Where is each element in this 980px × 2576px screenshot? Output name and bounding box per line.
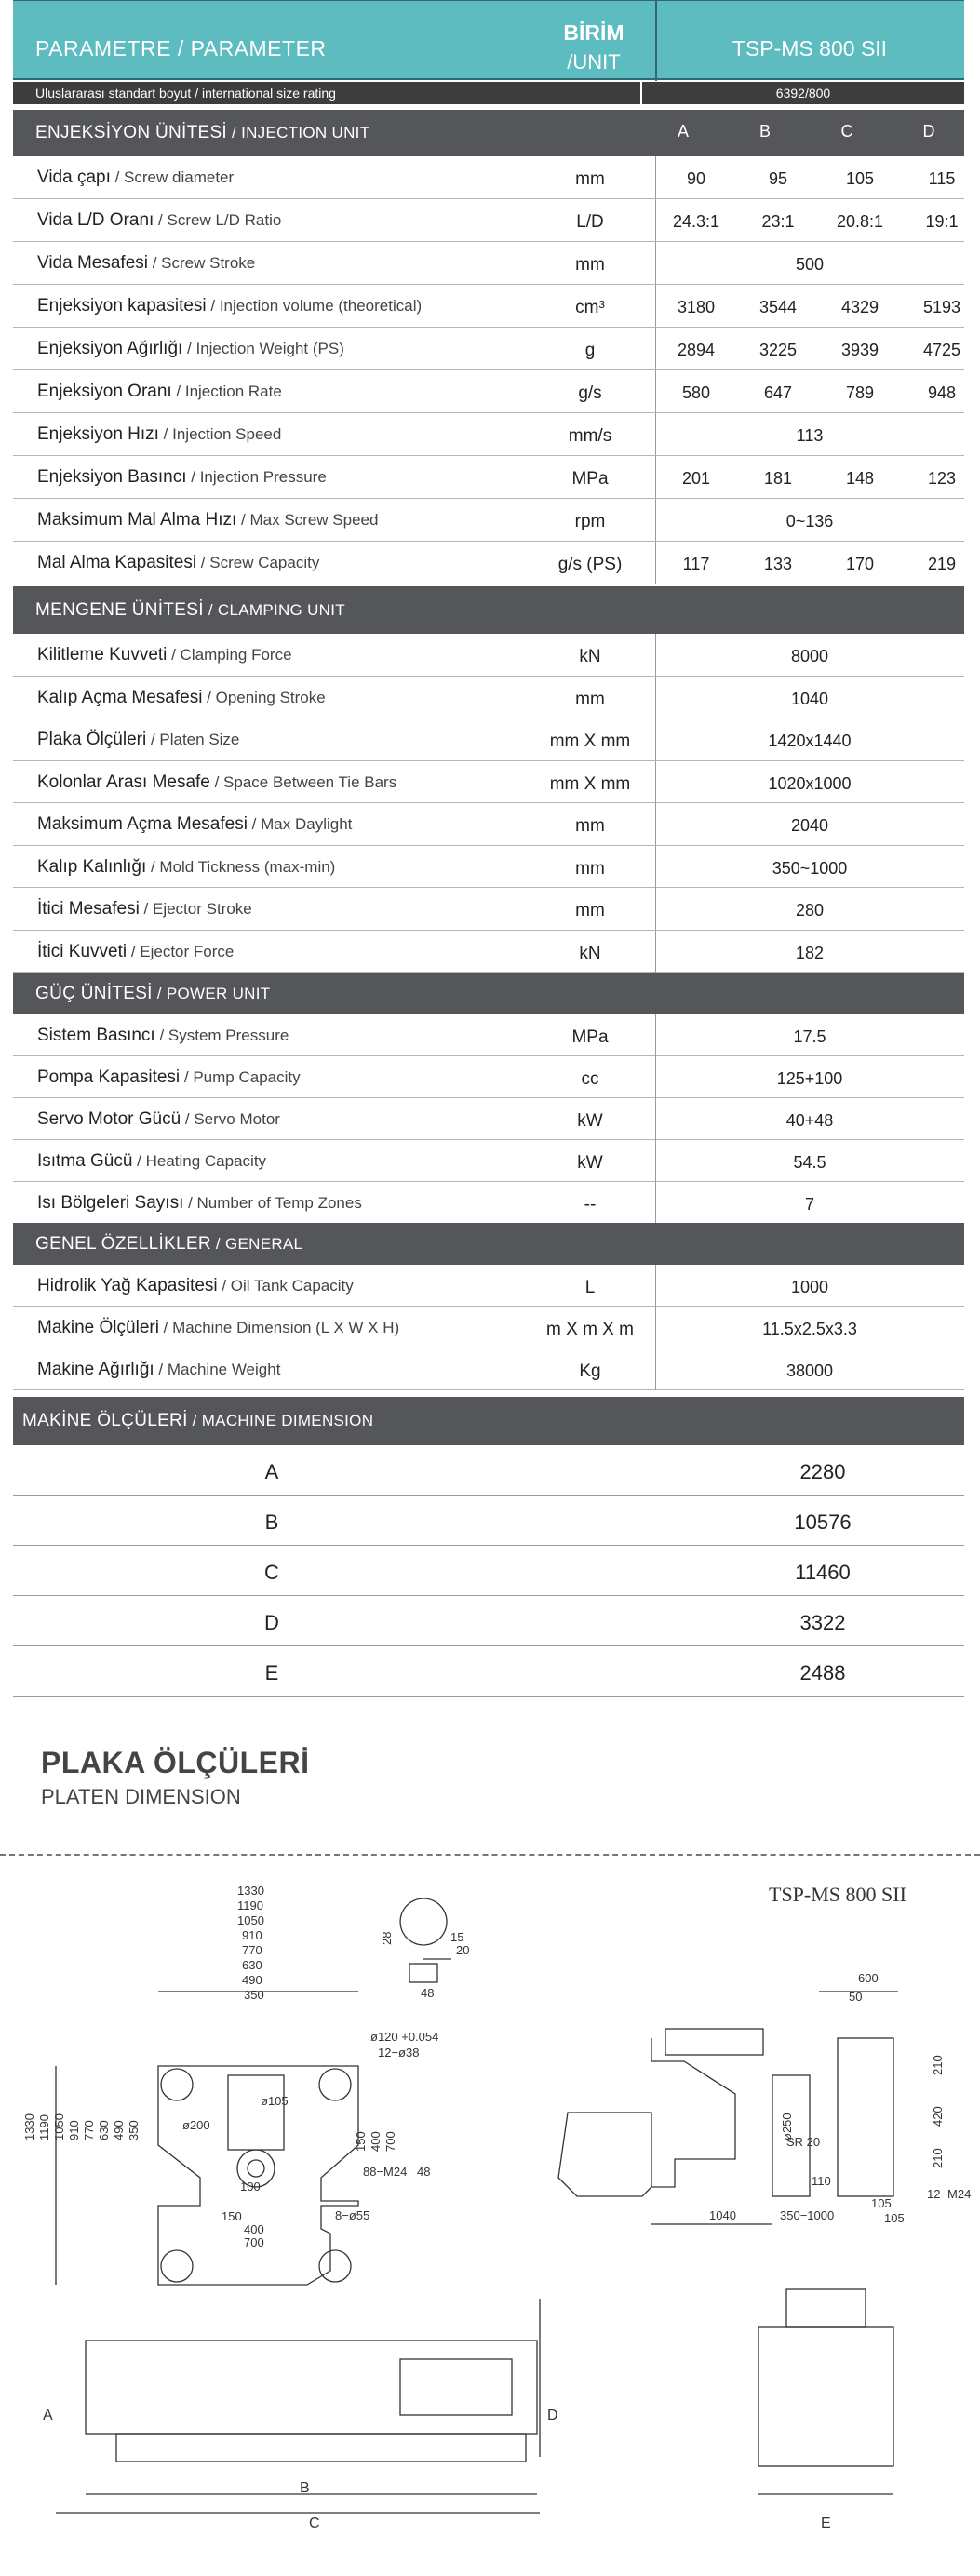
spec-row xyxy=(13,761,964,804)
side-dim-phi250: ø250 xyxy=(780,2113,794,2140)
section-injection-en: / INJECTION UNIT xyxy=(227,124,370,141)
spec-row xyxy=(13,456,964,499)
spec-label-tr: Enjeksiyon Oranı xyxy=(37,382,172,401)
spec-unit: mm xyxy=(575,255,605,275)
spec-label xyxy=(37,857,335,878)
side-dim-350-1000: 350−1000 xyxy=(780,2208,835,2222)
spec-label-en: / Platen Size xyxy=(146,731,240,748)
spec-label xyxy=(37,467,327,488)
spec-unit: -- xyxy=(584,1195,597,1214)
machine-dimension-row xyxy=(13,1445,964,1496)
size-rating-value: 6392/800 xyxy=(642,82,964,104)
spec-value-d: 115 xyxy=(928,169,956,188)
spec-label-tr: Hidrolik Yağ Kapasitesi xyxy=(37,1276,218,1295)
spec-value-c: 105 xyxy=(845,169,875,188)
spec-unit: L xyxy=(584,1278,596,1297)
unit-header-tr: BİRİM xyxy=(563,20,624,45)
dimension-value: 2280 xyxy=(799,1460,846,1483)
spec-label-en: / Injection volume (theoretical) xyxy=(206,297,423,315)
spec-row xyxy=(13,1182,964,1224)
side-dim-105a: 105 xyxy=(871,2196,892,2210)
spec-label xyxy=(37,688,326,708)
platen-model: TSP-MS 800 SII xyxy=(769,1883,906,1906)
spec-label-tr: Maksimum Mal Alma Hızı xyxy=(37,510,237,530)
spec-label xyxy=(37,1193,362,1214)
spec-label-en: / Pump Capacity xyxy=(180,1068,301,1086)
dim-350-top: 350 xyxy=(244,1988,264,2002)
spec-label xyxy=(37,210,281,231)
tie-bar-hole-br xyxy=(319,2250,351,2282)
section-clamping xyxy=(13,586,964,634)
spec-value: 17.5 xyxy=(793,1027,826,1046)
dim-1190-left: 1190 xyxy=(37,2114,51,2140)
spec-value: 40+48 xyxy=(785,1111,834,1130)
spec-unit: MPa xyxy=(571,1027,609,1047)
spec-value: 182 xyxy=(795,943,825,962)
dim-150-right: 150 xyxy=(354,2131,368,2152)
callout-8-phi55: 8−ø55 xyxy=(335,2208,370,2222)
spec-unit: m X m X m xyxy=(546,1320,634,1339)
machine-dimension-row xyxy=(13,1546,964,1596)
spec-value-d: 4725 xyxy=(922,341,961,359)
dim-350-left: 350 xyxy=(127,2120,141,2140)
spec-value-d: 219 xyxy=(927,555,957,573)
spec-value: 125+100 xyxy=(776,1069,843,1088)
spec-label-en: / Oil Tank Capacity xyxy=(217,1277,354,1295)
spec-label-tr: Maksimum Açma Mesafesi xyxy=(37,814,248,834)
spec-label-en: / System Pressure xyxy=(154,1026,289,1044)
spec-unit: mm xyxy=(575,689,605,709)
section-machine-tr: MAKİNE ÖLÇÜLERİ xyxy=(22,1411,188,1430)
spec-label-en: / Clamping Force xyxy=(167,646,292,664)
spec-unit: mm xyxy=(575,858,605,879)
dim-150-bottom: 150 xyxy=(222,2209,242,2223)
spec-unit: MPa xyxy=(571,469,609,489)
spec-value-a: 3180 xyxy=(677,298,716,316)
dim-1190-top: 1190 xyxy=(237,1898,263,1912)
spec-unit: L/D xyxy=(576,212,604,232)
overall-c: C xyxy=(309,2516,320,2531)
dimension-value: 10576 xyxy=(794,1510,852,1534)
spec-label-tr: Kilitleme Kuvveti xyxy=(37,645,168,664)
machine-dimension-row xyxy=(13,1496,964,1546)
table-header xyxy=(13,0,964,80)
spec-row xyxy=(13,931,964,973)
unit-header xyxy=(538,18,650,77)
spec-label xyxy=(37,942,234,962)
spec-row xyxy=(13,803,964,846)
spec-value-b: 647 xyxy=(763,383,793,402)
spec-label-tr: Servo Motor Gücü xyxy=(37,1109,181,1129)
side-dim-210a: 210 xyxy=(931,2055,945,2075)
spec-unit: kW xyxy=(577,1153,603,1173)
machine-dimension-row xyxy=(13,1596,964,1646)
detail-28: 28 xyxy=(380,1931,394,1945)
spec-row xyxy=(13,1348,964,1390)
spec-value-d: 948 xyxy=(927,383,957,402)
dim-770-left: 770 xyxy=(82,2120,96,2140)
spec-value-c: 4329 xyxy=(840,298,879,316)
screw-col-a: A xyxy=(677,122,689,141)
spec-label-en: / Ejector Stroke xyxy=(139,900,252,918)
center-hole-inner xyxy=(248,2160,264,2177)
spec-label-en: / Machine Weight xyxy=(154,1361,281,1378)
spec-label xyxy=(37,382,282,402)
dim-1050-left: 1050 xyxy=(52,2113,66,2140)
spec-row xyxy=(13,156,964,199)
side-frame xyxy=(558,2038,735,2196)
dimension-key: E xyxy=(264,1661,279,1684)
dimension-key: D xyxy=(264,1611,279,1634)
section-injection-tr: ENJEKSİYON ÜNİTESİ xyxy=(35,123,227,142)
spec-label xyxy=(37,1109,280,1130)
dim-490-left: 490 xyxy=(112,2120,126,2140)
machine-end-view xyxy=(758,2327,893,2466)
spec-label-en: / Injection Weight (PS) xyxy=(182,340,344,357)
dim-1330-left: 1330 xyxy=(22,2113,36,2140)
spec-row xyxy=(13,1140,964,1182)
overall-b: B xyxy=(300,2480,310,2496)
dim-400-right: 400 xyxy=(369,2131,383,2152)
spec-value: 1020x1000 xyxy=(768,773,852,793)
overall-a: A xyxy=(43,2408,53,2423)
dimension-value: 2488 xyxy=(799,1661,846,1684)
spec-label xyxy=(37,510,378,530)
spec-label xyxy=(37,168,234,188)
spec-value-d: 5193 xyxy=(922,298,961,316)
spec-label xyxy=(37,1151,266,1172)
section-general-tr: GENEL ÖZELLİKLER xyxy=(35,1234,211,1254)
spec-value-b: 133 xyxy=(763,555,793,573)
spec-row xyxy=(13,1056,964,1098)
dim-910-top: 910 xyxy=(242,1928,262,1942)
spec-unit: mm X mm xyxy=(549,731,631,751)
spec-label-en: / Screw L/D Ratio xyxy=(154,211,282,229)
spec-row xyxy=(13,542,964,584)
spec-label-en: / Heating Capacity xyxy=(132,1152,267,1170)
spec-value: 350~1000 xyxy=(772,858,848,878)
side-dim-105b: 105 xyxy=(884,2211,905,2225)
spec-value: 500 xyxy=(795,255,825,274)
spec-unit: mm xyxy=(575,901,605,920)
spec-label-en: / Opening Stroke xyxy=(202,688,326,706)
side-dim-12-m24: 12−M24 xyxy=(927,2187,972,2201)
spec-label xyxy=(37,339,344,359)
spec-label-en: / Servo Motor xyxy=(181,1110,280,1128)
spec-value: 1420x1440 xyxy=(768,731,852,750)
spec-label-tr: Isı Bölgeleri Sayısı xyxy=(37,1193,184,1213)
spec-value-c: 170 xyxy=(845,555,875,573)
spec-unit: kN xyxy=(579,647,601,666)
spec-label-en: / Screw diameter xyxy=(110,168,235,186)
spec-value: 11.5x2.5x3.3 xyxy=(762,1320,857,1338)
spec-value-a: 201 xyxy=(681,469,711,488)
callout-48: 48 xyxy=(417,2165,431,2179)
overall-d: D xyxy=(547,2408,558,2423)
detail-48: 48 xyxy=(421,1986,435,2000)
spec-label xyxy=(37,730,239,750)
spec-label-tr: İtici Mesafesi xyxy=(37,899,140,919)
side-dim-sr20: SR 20 xyxy=(786,2135,821,2149)
spec-label-en: / Max Daylight xyxy=(247,815,353,833)
spec-value-a: 24.3:1 xyxy=(672,212,720,231)
spec-value: 2040 xyxy=(790,816,829,835)
spec-value-b: 23:1 xyxy=(761,212,795,231)
spec-label-en: / Ejector Force xyxy=(127,942,235,960)
dashed-divider xyxy=(0,1854,980,1856)
spec-unit: kN xyxy=(579,943,601,963)
machine-side-view xyxy=(56,2289,893,2513)
tie-bar-hole-tr xyxy=(319,2069,351,2100)
callout-phi120: ø120 +0.054 xyxy=(370,2030,439,2044)
spec-label xyxy=(37,814,352,835)
spec-label-tr: Kalıp Kalınlığı xyxy=(37,856,147,877)
spec-label-tr: Vida L/D Oranı xyxy=(37,210,154,230)
spec-row xyxy=(13,370,964,413)
side-dim-420: 420 xyxy=(931,2106,945,2127)
platen-drawing xyxy=(0,1861,980,2569)
section-clamping-en: / CLAMPING UNIT xyxy=(203,601,345,619)
screw-col-b: B xyxy=(758,122,771,141)
spec-unit: g xyxy=(584,341,596,360)
spec-unit: cc xyxy=(581,1069,599,1089)
dim-1050-top: 1050 xyxy=(237,1913,264,1927)
platen-title: PLAKA ÖLÇÜLERİ xyxy=(41,1746,310,1779)
spec-row xyxy=(13,1265,964,1307)
callout-phi200: ø200 xyxy=(182,2118,210,2132)
section-clamping-tr: MENGENE ÜNİTESİ xyxy=(35,600,204,620)
side-dim-1040: 1040 xyxy=(709,2208,736,2222)
spec-row xyxy=(13,285,964,328)
spec-value: 1040 xyxy=(790,689,829,708)
spec-label xyxy=(37,1360,280,1380)
spec-label-tr: Kalıp Açma Mesafesi xyxy=(37,687,203,707)
section-machine xyxy=(13,1397,964,1445)
spec-label-en: / Number of Temp Zones xyxy=(183,1194,362,1212)
spec-value-b: 3544 xyxy=(758,298,798,316)
dimension-value: 11460 xyxy=(795,1561,851,1584)
dimension-key: B xyxy=(264,1510,279,1534)
screw-col-c: C xyxy=(840,122,853,141)
spec-label xyxy=(37,553,319,573)
spec-row xyxy=(13,328,964,370)
unit-header-en: /UNIT xyxy=(567,50,621,74)
side-dim-600: 600 xyxy=(858,1971,879,1985)
spec-label-tr: Enjeksiyon kapasitesi xyxy=(37,296,207,315)
spec-label-tr: İtici Kuvveti xyxy=(37,941,128,961)
section-power-en: / POWER UNIT xyxy=(152,985,271,1002)
spec-value-a: 580 xyxy=(681,383,711,402)
spec-label-en: / Space Between Tie Bars xyxy=(209,772,397,791)
platen-subtitle: PLATEN DIMENSION xyxy=(41,1785,241,1808)
spec-label xyxy=(37,1067,301,1088)
spec-value-b: 181 xyxy=(763,469,793,488)
spec-label-en: / Injection Rate xyxy=(171,382,282,400)
spec-value-a: 117 xyxy=(682,555,710,573)
dimension-value: 3322 xyxy=(799,1611,846,1634)
spec-label xyxy=(37,424,281,445)
spec-label xyxy=(37,1026,289,1046)
machine-end-top xyxy=(786,2289,866,2327)
size-rating-label: Uluslararası standart boyut / international size rating xyxy=(13,82,640,104)
spec-label xyxy=(37,899,252,919)
spec-label-tr: Vida Mesafesi xyxy=(37,253,148,273)
spec-value: 38000 xyxy=(785,1362,834,1380)
dim-700-bottom: 700 xyxy=(244,2235,264,2249)
dim-630-top: 630 xyxy=(242,1958,262,1972)
spec-value: 54.5 xyxy=(793,1153,826,1172)
machine-body xyxy=(86,2341,537,2434)
spec-value-c: 148 xyxy=(845,469,875,488)
spec-value-b: 95 xyxy=(768,169,788,188)
spec-row xyxy=(13,413,964,456)
spec-value-d: 19:1 xyxy=(925,212,959,231)
spec-label-en: / Screw Capacity xyxy=(196,554,320,571)
injection-unit xyxy=(400,2359,512,2415)
spec-value: 113 xyxy=(796,426,824,445)
spec-unit: rpm xyxy=(574,512,606,531)
screw-columns xyxy=(642,122,964,144)
spec-label-en: / Injection Pressure xyxy=(186,468,327,486)
spec-row xyxy=(13,199,964,242)
spec-row xyxy=(13,1098,964,1140)
dim-1330-top: 1330 xyxy=(237,1884,264,1898)
spec-label-en: / Machine Dimension (L X W X H) xyxy=(158,1319,400,1336)
spec-row xyxy=(13,499,964,542)
spec-label xyxy=(37,253,255,274)
section-general-en: / GENERAL xyxy=(210,1235,303,1253)
spec-label-tr: Plaka Ölçüleri xyxy=(37,730,147,749)
dim-490-top: 490 xyxy=(242,1973,262,1987)
section-power xyxy=(13,973,964,1014)
spec-unit: mm xyxy=(575,169,605,189)
machine-base xyxy=(116,2434,526,2462)
model-header: TSP-MS 800 SII xyxy=(732,36,888,60)
spec-label-en: / Screw Stroke xyxy=(148,254,256,272)
spec-unit: mm xyxy=(575,816,605,836)
spec-row xyxy=(13,634,964,677)
spec-row xyxy=(13,846,964,889)
side-platen-view xyxy=(558,1992,898,2224)
dim-910-left: 910 xyxy=(67,2120,81,2140)
spec-value: 1000 xyxy=(790,1278,829,1296)
tie-bar-hole-bl xyxy=(161,2250,193,2282)
spec-value-a: 90 xyxy=(686,169,706,188)
dim-700-right: 700 xyxy=(383,2131,397,2152)
spec-label-en: / Max Screw Speed xyxy=(236,511,379,529)
spec-row xyxy=(13,888,964,931)
spec-label-tr: Sistem Basıncı xyxy=(37,1026,155,1045)
tie-bar-hole-tl xyxy=(161,2069,193,2100)
spec-unit: kW xyxy=(577,1111,603,1131)
spec-row xyxy=(13,718,964,761)
section-general xyxy=(13,1223,964,1265)
side-moving-platen xyxy=(838,2038,893,2196)
tslot-detail-box xyxy=(409,1964,437,1982)
spec-value: 8000 xyxy=(790,647,829,665)
machine-dimension-row xyxy=(13,1646,964,1697)
side-dim-110: 110 xyxy=(812,2174,831,2188)
spec-unit: cm³ xyxy=(575,298,605,317)
tslot-detail xyxy=(400,1898,451,1959)
spec-label-tr: Makine Ağırlığı xyxy=(37,1360,154,1379)
spec-label-tr: Enjeksiyon Basıncı xyxy=(37,467,187,487)
spec-row xyxy=(13,1014,964,1056)
callout-phi105: ø105 xyxy=(261,2094,289,2108)
spec-row xyxy=(13,1307,964,1348)
screw-col-d: D xyxy=(922,122,935,141)
spec-label-tr: Enjeksiyon Ağırlığı xyxy=(37,339,183,358)
parameter-header: PARAMETRE / PARAMETER xyxy=(35,36,327,60)
inner-rect xyxy=(228,2075,284,2150)
dim-400-bottom: 400 xyxy=(244,2222,264,2236)
spec-value: 280 xyxy=(795,901,825,919)
spec-value-c: 20.8:1 xyxy=(836,212,884,231)
detail-15: 15 xyxy=(450,1930,464,1944)
spec-label-tr: Vida çapı xyxy=(37,168,111,187)
side-top-block xyxy=(665,2029,763,2055)
spec-value-c: 789 xyxy=(845,383,875,402)
dimension-key: A xyxy=(264,1460,279,1483)
callout-12-phi38: 12−ø38 xyxy=(378,2046,420,2059)
spec-label-tr: Mal Alma Kapasitesi xyxy=(37,553,197,572)
spec-unit: g/s (PS) xyxy=(557,555,623,574)
spec-label-en: / Injection Speed xyxy=(158,425,282,443)
spec-row xyxy=(13,242,964,285)
spec-value-a: 2894 xyxy=(677,341,716,359)
spec-unit: Kg xyxy=(579,1362,601,1381)
callout-100: 100 xyxy=(240,2180,261,2194)
dim-630-left: 630 xyxy=(97,2120,111,2140)
spec-label-tr: Makine Ölçüleri xyxy=(37,1318,159,1337)
spec-unit: mm/s xyxy=(568,426,612,446)
spec-label-en: / Mold Tickness (max-min) xyxy=(146,857,336,876)
spec-label xyxy=(37,1318,399,1338)
overall-e: E xyxy=(821,2516,831,2531)
spec-row xyxy=(13,677,964,719)
spec-label-tr: Isıtma Gücü xyxy=(37,1151,133,1171)
section-machine-en: / MACHINE DIMENSION xyxy=(187,1412,374,1429)
spec-label-tr: Kolonlar Arası Mesafe xyxy=(37,771,210,792)
spec-value-c: 3939 xyxy=(840,341,879,359)
side-dim-210b: 210 xyxy=(931,2148,945,2168)
detail-20: 20 xyxy=(456,1943,470,1957)
dimension-key: C xyxy=(264,1561,279,1584)
dim-770-top: 770 xyxy=(242,1943,262,1957)
spec-value: 0~136 xyxy=(785,512,834,530)
spec-unit: mm X mm xyxy=(549,773,631,794)
section-power-tr: GÜÇ ÜNİTESİ xyxy=(35,984,153,1003)
spec-value: 7 xyxy=(804,1195,814,1214)
spec-value-b: 3225 xyxy=(758,341,798,359)
spec-label xyxy=(37,772,396,793)
side-dim-50: 50 xyxy=(849,1990,863,2004)
spec-label-tr: Enjeksiyon Hızı xyxy=(37,424,159,444)
spec-label xyxy=(37,645,292,665)
spec-label xyxy=(37,1276,354,1296)
spec-label-tr: Pompa Kapasitesi xyxy=(37,1067,181,1087)
callout-88-m24: 88−M24 xyxy=(363,2165,408,2179)
spec-value-d: 123 xyxy=(927,469,957,488)
spec-unit: g/s xyxy=(578,383,602,403)
spec-label xyxy=(37,296,422,316)
